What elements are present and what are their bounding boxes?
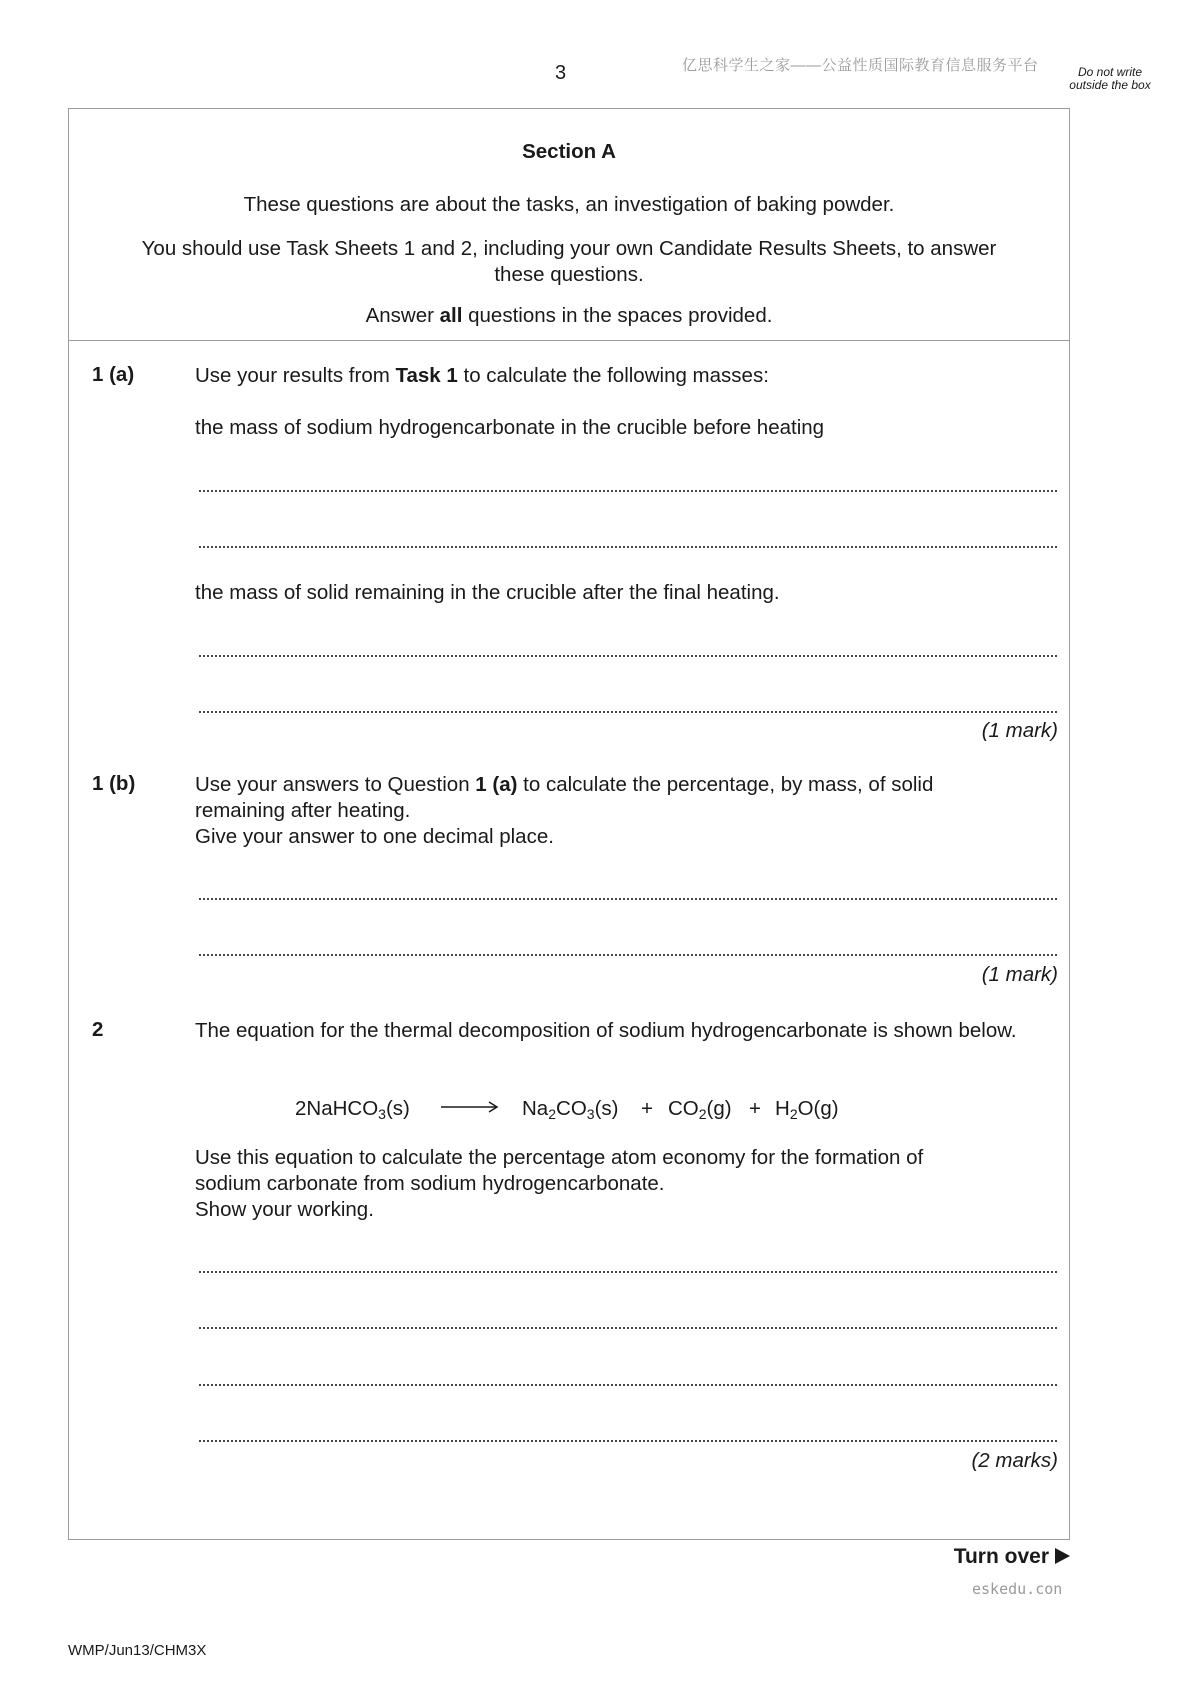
question-2-instruction bbox=[195, 1145, 1065, 1223]
eq-p1-sub2: 3 bbox=[586, 1106, 595, 1122]
site-watermark: eskedu.con bbox=[972, 1580, 1063, 1598]
q1a-prompt-bold: Task 1 bbox=[395, 364, 458, 387]
equation-reactant bbox=[295, 1097, 410, 1121]
eq-reactant-formula: 2NaHCO bbox=[295, 1097, 379, 1120]
q1b-line3: Give your answer to one decimal place. bbox=[195, 825, 554, 848]
eq-p3-state: O(g) bbox=[797, 1097, 839, 1120]
eq-reactant-state: (s) bbox=[385, 1097, 410, 1120]
answer-line[interactable] bbox=[198, 1271, 1058, 1273]
eq-p1-sub1: 2 bbox=[548, 1106, 557, 1122]
q1a-prompt-before: Use your results from bbox=[195, 364, 396, 387]
q1b-line1-before: Use your answers to Question bbox=[195, 773, 476, 796]
equation-plus-2: + bbox=[749, 1097, 761, 1120]
question-number-1a: 1 (a) bbox=[92, 363, 135, 386]
eq-p1-state: (s) bbox=[594, 1097, 619, 1120]
answer-line[interactable] bbox=[198, 954, 1058, 956]
equation-product-3 bbox=[775, 1097, 839, 1121]
question-2-intro: The equation for the thermal decomposition of sodium hydrogencarbonate is shown below. bbox=[195, 1019, 1017, 1042]
equation-plus-1: + bbox=[641, 1097, 653, 1120]
q2-instruction-3: Show your working. bbox=[195, 1198, 374, 1221]
answer-instruction-bold: all bbox=[439, 304, 463, 327]
equation-product-1 bbox=[522, 1097, 618, 1121]
answer-instruction-before: Answer bbox=[365, 304, 440, 327]
watermark-text: 亿思科学生之家——公益性质国际教育信息服务平台 bbox=[682, 57, 1039, 74]
question-1a-part2: the mass of solid remaining in the crucible after the final heating. bbox=[195, 581, 780, 604]
marks-2: (2 marks) bbox=[971, 1449, 1058, 1472]
section-intro-2: You should use Task Sheets 1 and 2, including your own Candidate Results Sheets, to answer these questions. bbox=[141, 237, 997, 286]
eq-p2-state: (g) bbox=[706, 1097, 732, 1120]
eq-p2: CO bbox=[668, 1097, 699, 1120]
paper-code: WMP/Jun13/CHM3X bbox=[68, 1642, 207, 1659]
answer-line[interactable] bbox=[198, 898, 1058, 900]
eq-reactant-sub: 3 bbox=[378, 1106, 386, 1122]
marks-1b: (1 mark) bbox=[981, 963, 1058, 986]
question-1a-prompt bbox=[195, 363, 1065, 389]
question-number-1b: 1 (b) bbox=[92, 772, 136, 795]
eq-p3: H bbox=[775, 1097, 790, 1120]
answer-line[interactable] bbox=[198, 655, 1058, 657]
q1b-line2: remaining after heating. bbox=[195, 799, 411, 822]
q2-instruction-1: Use this equation to calculate the percentage atom economy for the formation of bbox=[195, 1146, 924, 1169]
answer-line[interactable] bbox=[198, 1440, 1058, 1442]
question-number-2: 2 bbox=[92, 1018, 104, 1041]
answer-line[interactable] bbox=[198, 546, 1058, 548]
answer-line[interactable] bbox=[198, 490, 1058, 492]
margin-note: Do not write outside the box bbox=[1069, 65, 1151, 92]
section-title: Section A bbox=[522, 140, 616, 163]
answer-line[interactable] bbox=[198, 711, 1058, 713]
play-arrow-icon bbox=[1055, 1548, 1070, 1564]
section-divider bbox=[68, 340, 1070, 341]
turn-over-label bbox=[954, 1545, 1070, 1569]
q1b-line1-after: to calculate the percentage, by mass, of solid bbox=[517, 773, 934, 796]
equation-product-2 bbox=[668, 1097, 732, 1121]
q1b-line1-bold: 1 (a) bbox=[475, 773, 518, 796]
turn-over-text: Turn over bbox=[953, 1545, 1049, 1568]
answer-instruction bbox=[68, 304, 1070, 328]
eq-p1-b: CO bbox=[556, 1097, 587, 1120]
eq-p3-sub: 2 bbox=[789, 1106, 798, 1122]
eq-p2-sub: 2 bbox=[698, 1106, 707, 1122]
answer-line[interactable] bbox=[198, 1384, 1058, 1386]
q2-instruction-2: sodium carbonate from sodium hydrogencarbonate. bbox=[195, 1172, 665, 1195]
question-1a-part1: the mass of sodium hydrogencarbonate in the crucible before heating bbox=[195, 416, 825, 439]
eq-p1-a: Na bbox=[522, 1097, 549, 1120]
q1a-prompt-after: to calculate the following masses: bbox=[457, 364, 769, 387]
marks-1a: (1 mark) bbox=[981, 719, 1058, 742]
page-number: 3 bbox=[555, 62, 567, 84]
answer-line[interactable] bbox=[198, 1327, 1058, 1329]
question-1b-prompt bbox=[195, 772, 1065, 850]
section-intro-1: These questions are about the tasks, an investigation of baking powder. bbox=[243, 193, 895, 216]
reaction-arrow-icon bbox=[440, 1100, 500, 1114]
answer-instruction-after: questions in the spaces provided. bbox=[462, 304, 773, 327]
